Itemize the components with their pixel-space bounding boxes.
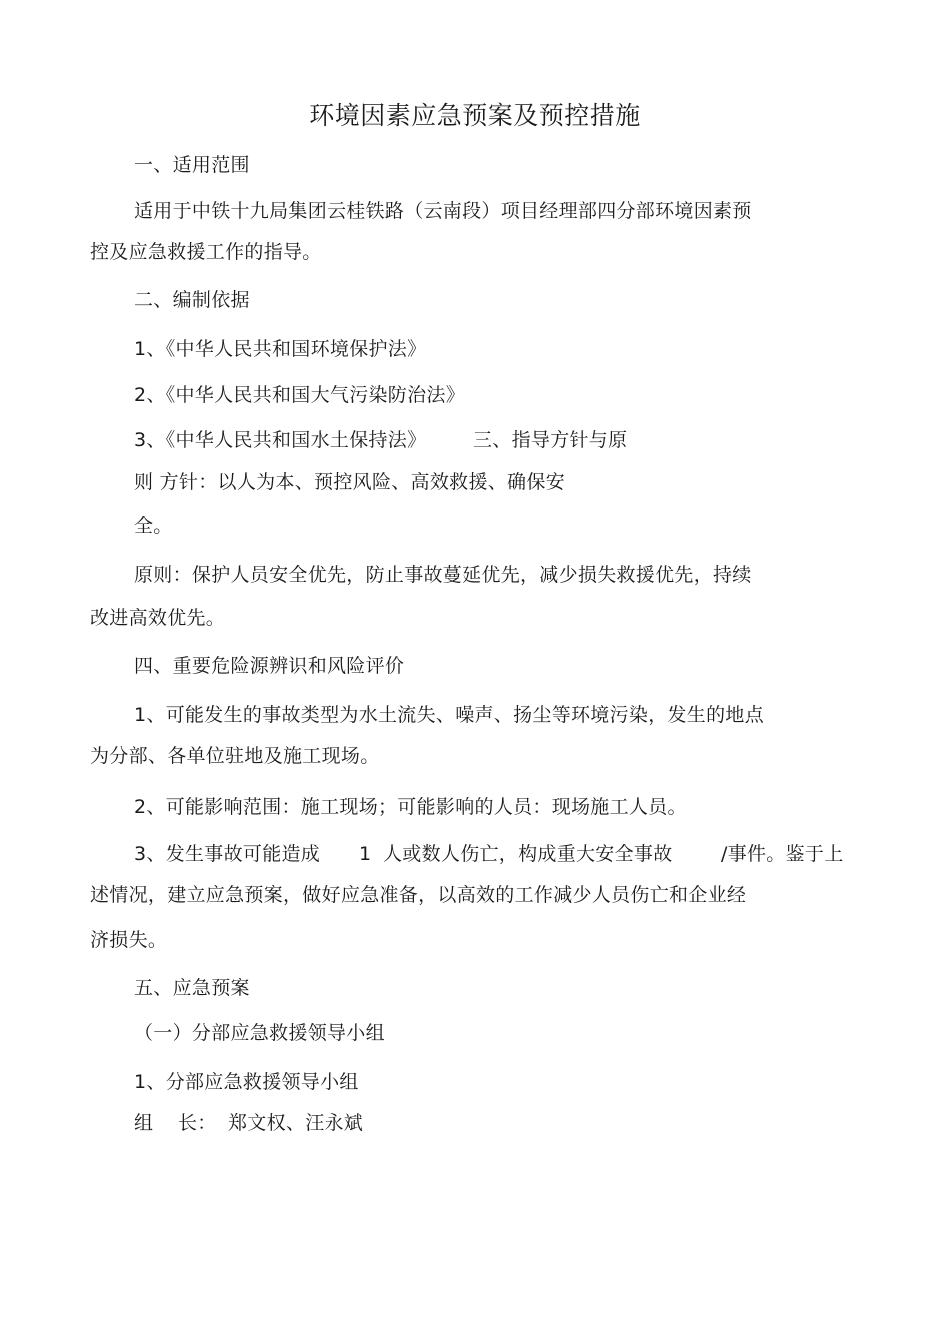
list-item: 2、《中华人民共和国大气污染防治法》 [134, 384, 465, 406]
paragraph-line: 济损失。 [90, 929, 168, 951]
paragraph-line: 原则：保护人员安全优先，防止事故蔓延优先，减少损失救援优先，持续 [134, 564, 752, 586]
list-item: 3、发生事故可能造成 [134, 843, 321, 865]
list-item: 1、《中华人民共和国环境保护法》 [134, 338, 427, 360]
paragraph-line: 全。 [134, 515, 173, 537]
role-label: 组 [134, 1112, 154, 1134]
list-item: 2、可能影响范围：施工现场；可能影响的人员：现场施工人员。 [134, 796, 687, 818]
paragraph-segment: /事件。鉴于上 [721, 843, 844, 865]
paragraph-line: 则 方针：以人为本、预控风险、高效救援、确保安 [134, 471, 565, 493]
list-item: 1、分部应急救援领导小组 [134, 1071, 359, 1093]
paragraph-line: 述情况，建立应急预案，做好应急准备，以高效的工作减少人员伤亡和企业经 [90, 884, 747, 906]
list-item: 1、可能发生的事故类型为水土流失、噪声、扬尘等环境污染，发生的地点 [134, 704, 764, 726]
section-heading-scope: 一、适用范围 [134, 154, 250, 176]
list-item: 3、《中华人民共和国水土保持法》 [134, 429, 427, 451]
paragraph-line: 改进高效优先。 [90, 607, 226, 629]
inline-number: 1 [359, 843, 372, 865]
subsection-heading: （一）分部应急救援领导小组 [134, 1022, 385, 1044]
section-heading-policy: 三、指导方针与原 [473, 429, 628, 451]
role-label: 长： [178, 1112, 217, 1134]
paragraph-line: 为分部、各单位驻地及施工现场。 [90, 745, 380, 767]
document-title: 环境因素应急预案及预控措施 [309, 101, 641, 130]
paragraph-segment: 人或数人伤亡，构成重大安全事故 [383, 843, 673, 865]
paragraph-line: 适用于中铁十九局集团云桂铁路（云南段）项目经理部四分部环境因素预 [134, 200, 752, 222]
section-heading-risk: 四、重要危险源辨识和风险评价 [134, 655, 405, 677]
role-value: 郑文权、汪永斌 [228, 1112, 364, 1134]
paragraph-line: 控及应急救援工作的指导。 [90, 241, 322, 263]
section-heading-basis: 二、编制依据 [134, 289, 250, 311]
section-heading-plan: 五、应急预案 [134, 977, 250, 999]
